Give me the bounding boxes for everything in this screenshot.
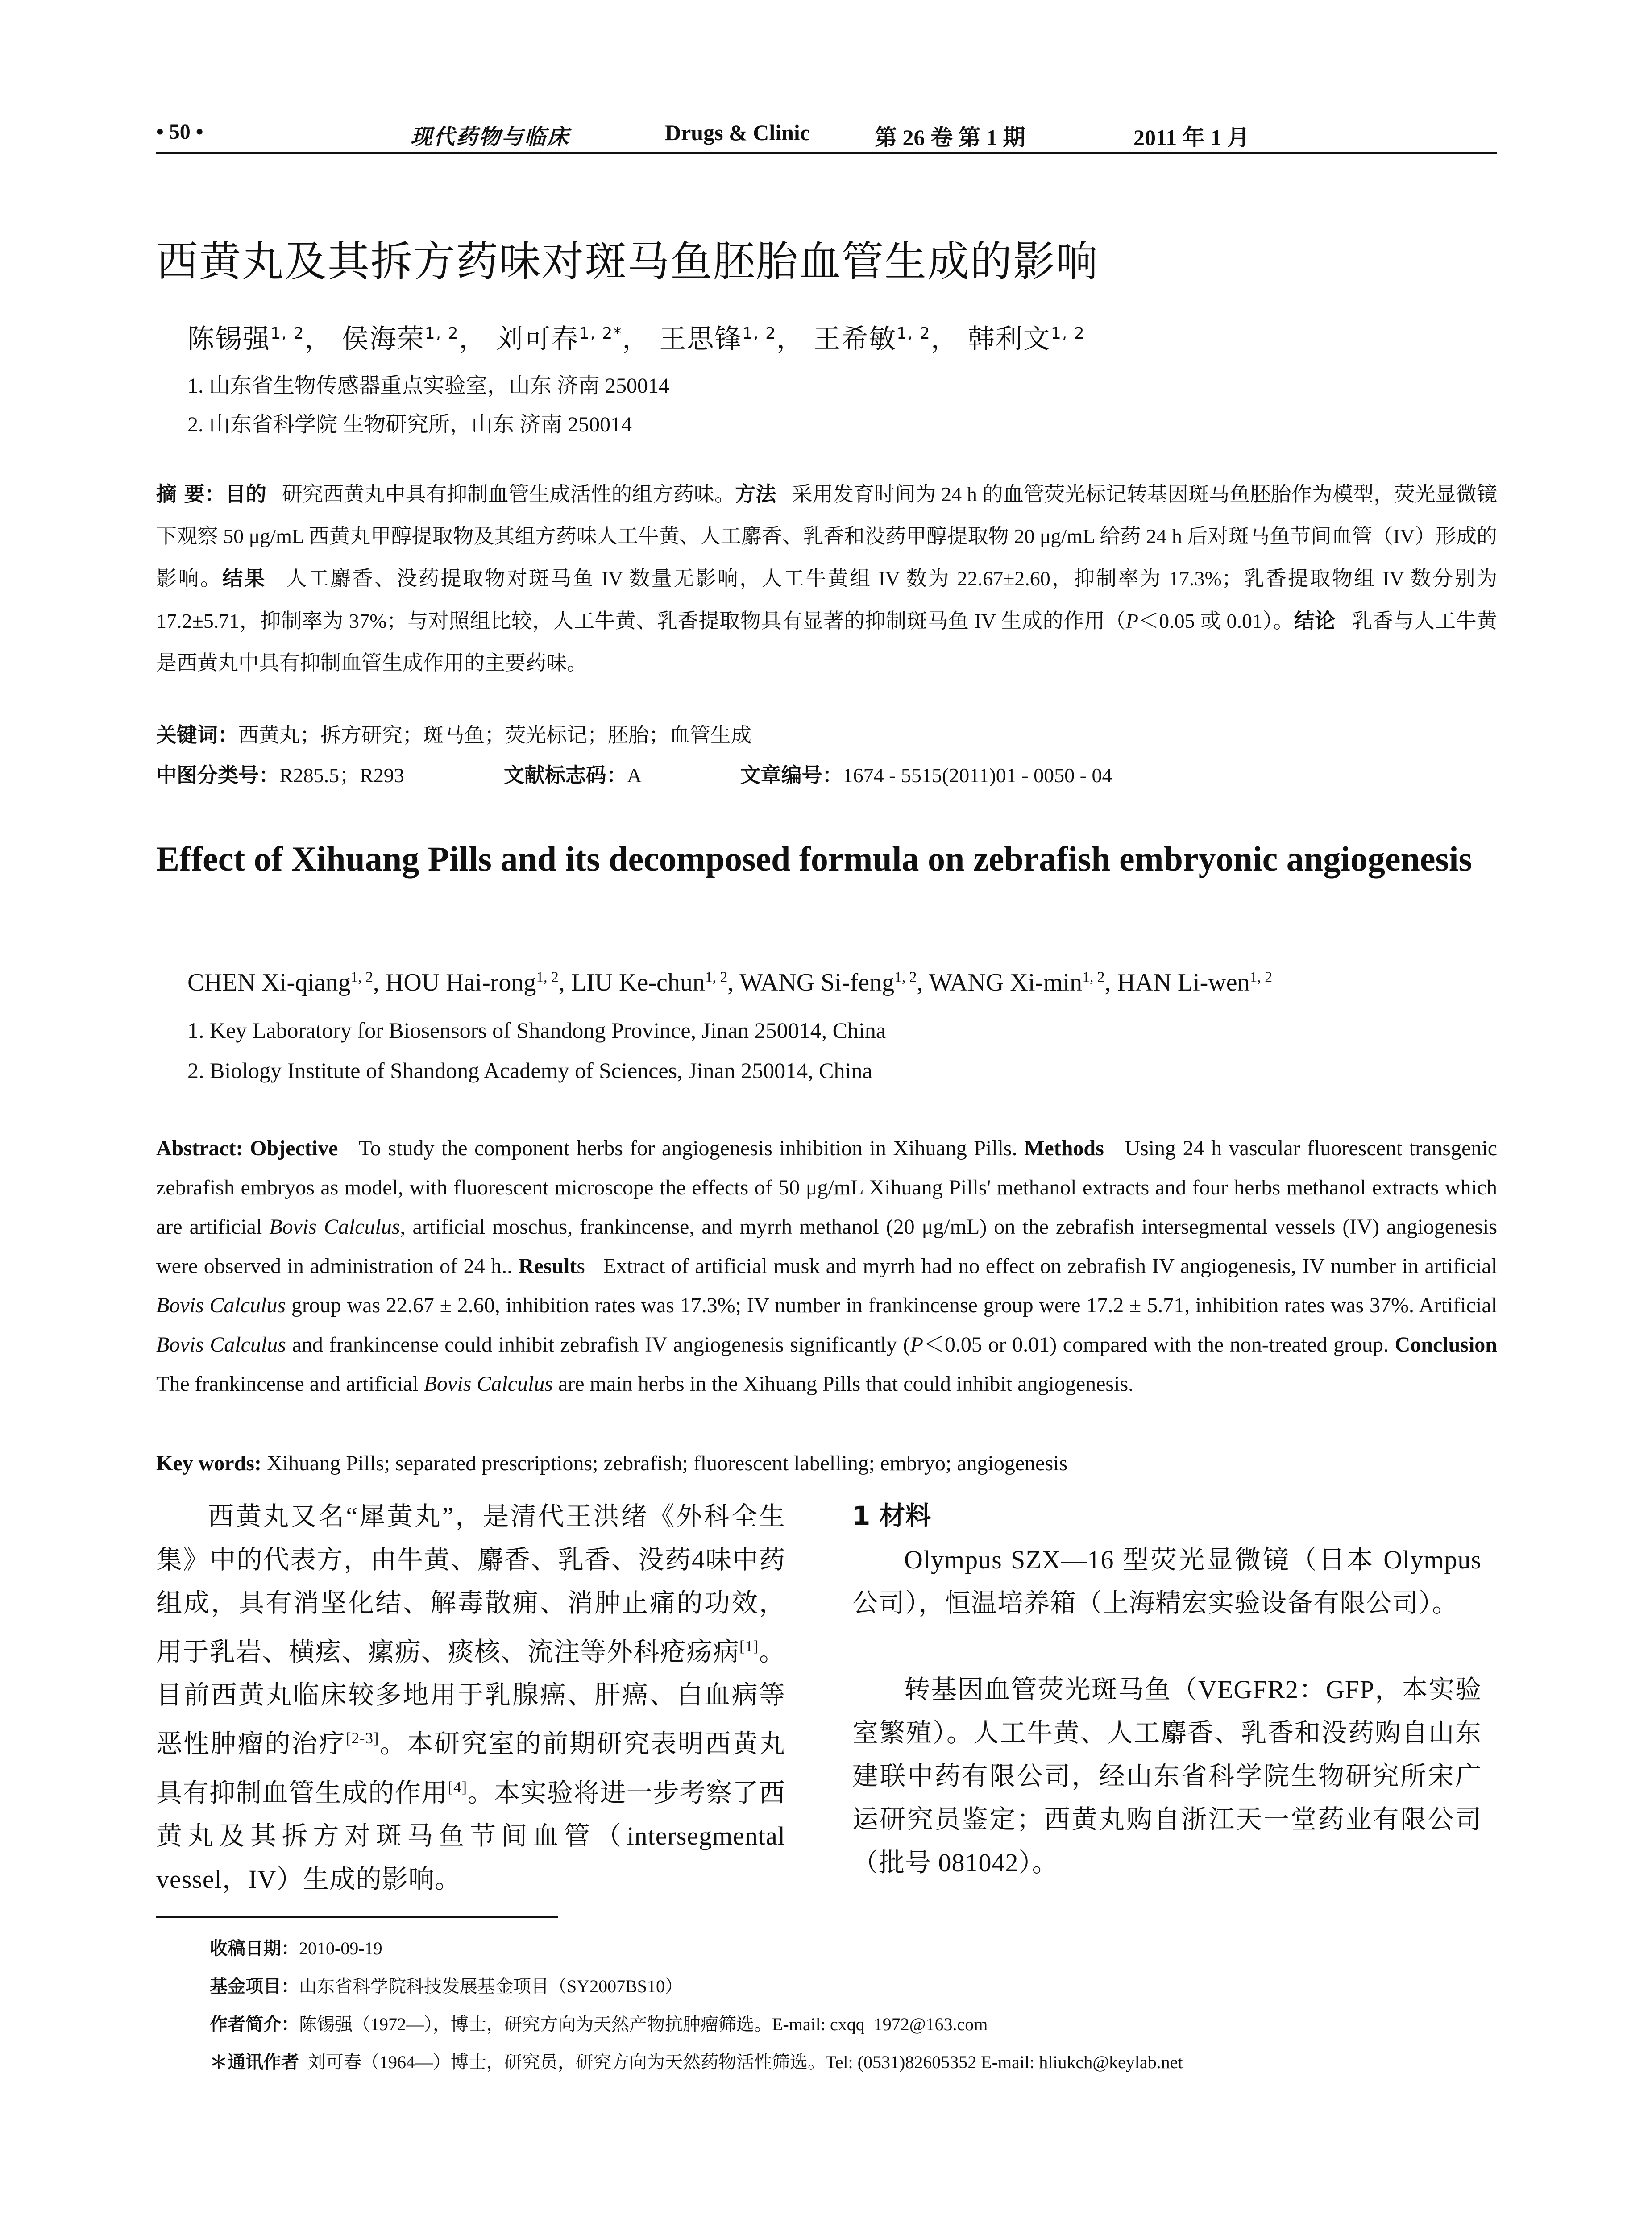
- article-title-cn: 西黄丸及其拆方药味对斑马鱼胚胎血管生成的影响: [156, 237, 1099, 286]
- footnote-divider: [156, 1916, 558, 1918]
- footnote-corresponding: [210, 2048, 1183, 2073]
- doc-code-label: 文献标志码：: [503, 763, 627, 787]
- author-affil-sup: 1, 2: [536, 969, 559, 986]
- abstract-cn: [156, 473, 1497, 684]
- author-list-en: [187, 968, 1272, 997]
- citation: [1]: [739, 1638, 759, 1655]
- keywords-text: 西黄丸；拆方研究；斑马鱼；荧光标记；胚胎；血管生成: [238, 724, 751, 746]
- keywords-text: Xihuang Pills; separated prescriptions; zebrafish; fluorescent labelling; embryo; angiogenesis: [266, 1451, 1068, 1475]
- footnote-text: 山东省科学院科技发展基金项目（SY2007BS10）: [299, 1976, 683, 1996]
- journal-name-en: Drugs & Clinic: [665, 120, 810, 145]
- classification-line: [156, 754, 1497, 796]
- bovis-calculus-term: Bovis Calculus: [156, 1333, 286, 1356]
- author-affil-sup: 1, 2*: [579, 324, 623, 343]
- author-affil-sup: 1, 2: [424, 324, 459, 343]
- issue-date: 2011 年 1 月: [1133, 125, 1249, 150]
- results-label: 结果: [222, 566, 266, 590]
- author-name: 刘可春: [496, 323, 579, 355]
- author-affil-sup: 1, 2: [350, 969, 373, 986]
- methods-text: , artificial moschus, frankincense, and myrrh methanol (20 μg/mL) on the zebrafish intersegmental vessels (IV) angiogenesis were observed in administration of 24 h..: [156, 1215, 1498, 1278]
- footnote-label: 基金项目：: [210, 1976, 299, 1997]
- affiliation-cn-2: 2. 山东省科学院 生物研究所，山东 济南 250014: [187, 413, 632, 436]
- author-separator: ,: [1104, 969, 1117, 996]
- methods-label: Methods: [1024, 1136, 1104, 1160]
- footnote-text: 刘可春（1964—）博士，研究员，研究方向为天然药物活性筛选。Tel: (0531)82605352 E-mail: hliukch@keylab.net: [308, 2052, 1183, 2072]
- author-affil-sup: 1, 2: [270, 324, 305, 343]
- header-divider: [156, 152, 1497, 154]
- author-separator: ,: [727, 969, 740, 996]
- author-affil-sup: 1, 2: [1050, 324, 1085, 343]
- author-name: 王思锋: [659, 323, 743, 355]
- abstract-label: 摘 要：: [156, 482, 225, 506]
- footnote-text: 陈锡强（1972—），博士，研究方向为天然产物抗肿瘤筛选。E-mail: cxqq_1972@163.com: [299, 2014, 988, 2034]
- intro-text: 。本研究室的前期研究表明西黄丸具有抑制血管生成的作用: [156, 1729, 785, 1807]
- article-title-en: Effect of Xihuang Pills and its decomposed formula on zebrafish embryonic angiogenesis: [156, 839, 1472, 878]
- materials-paragraph-1: Olympus SZX—16 型荧光显微镜（日本 Olympus 公司），恒温培养箱（上海精宏实验设备有限公司）。: [852, 1545, 1482, 1617]
- methods-label: 方法: [735, 482, 776, 506]
- intro-text: 西黄丸又名“犀黄丸”，是清代王洪绪《外科全生集》中的代表方，由牛黄、麝香、乳香、没药4味中药组成，具有消坚化结、解毒散痈、消肿止痛的功效，用于乳岩、横痃、瘰疬、痰核、流注等外科疮疡病: [156, 1502, 785, 1667]
- author-separator: ，: [776, 323, 805, 355]
- results-label-suffix: s: [577, 1254, 585, 1278]
- intro-text: 。本实验将进一步考察了西黄丸及其拆方对斑马鱼节间血管（intersegmental vessel，IV）生成的影响。: [156, 1778, 785, 1894]
- clc-value: R285.5；R293: [279, 764, 404, 787]
- bovis-calculus-term: Bovis Calculus: [423, 1372, 553, 1396]
- keywords-en: [156, 1444, 1497, 1483]
- p-value-symbol: P: [910, 1333, 923, 1356]
- author-affil-sup: 1, 2: [894, 969, 917, 986]
- results-text: Extract of artificial musk and myrrh had no effect on zebrafish IV angiogenesis, IV number in artificial: [603, 1254, 1498, 1278]
- footnote-received: [210, 1934, 382, 1960]
- keywords-label: Key words:: [156, 1451, 261, 1475]
- footnote-author: [210, 2010, 988, 2036]
- author-name: 侯海荣: [341, 323, 425, 355]
- footnote-label: 作者简介：: [210, 2014, 299, 2035]
- author-name: 韩利文: [967, 323, 1051, 355]
- author-name: LIU Ke-chun: [571, 969, 705, 996]
- results-text: ＜0.05 或 0.01）。: [1138, 610, 1294, 632]
- affiliation-en-2: 2. Biology Institute of Shandong Academy of Sciences, Jinan 250014, China: [187, 1058, 872, 1083]
- author-affil-sup: 1, 2: [1249, 969, 1272, 986]
- author-separator: ,: [917, 969, 929, 996]
- author-name: HAN Li-wen: [1117, 969, 1250, 996]
- footnote-label: 收稿日期：: [210, 1938, 299, 1959]
- methods-text: 采用发育时间为 24 h 的血管荧光标记转基因斑马鱼胚胎作为模型，荧光显微镜下观察 50 μg/mL 西黄丸甲醇提取物及其组方药味人工牛黄、人工麝香、乳香和没药甲醇提取物 20 μg/mL 给药 24 h 后对斑马鱼节间血管（IV）形成的影响。: [156, 483, 1498, 590]
- conclusion-text: 乳香与人工牛黄是西黄丸中具有抑制血管生成作用的主要药味。: [156, 610, 1498, 674]
- results-text: and frankincense could inhibit zebrafish IV angiogenesis significantly (: [292, 1333, 910, 1356]
- bovis-calculus-term: Bovis Calculus: [156, 1294, 286, 1317]
- p-value-symbol: P: [1126, 610, 1139, 632]
- author-affil-sup: 1, 2: [705, 969, 728, 986]
- conclusion-text: The frankincense and artificial: [156, 1372, 419, 1396]
- volume-issue: 第 26 卷 第 1 期: [875, 125, 1025, 150]
- materials-paragraph-2: 转基因血管荧光斑马鱼（VEGFR2：GFP，本实验室繁殖）。人工牛黄、人工麝香、乳香和没药购自山东建联中药有限公司，经山东省科学院生物研究所宋广运研究员鉴定；西黄丸购自浙江天一堂药业有限公司（批号 081042）。: [852, 1675, 1482, 1877]
- author-separator: ，: [622, 323, 650, 355]
- author-separator: ，: [930, 323, 959, 355]
- footnote-text: 2010-09-19: [299, 1938, 382, 1958]
- author-affil-sup: 1, 2: [897, 324, 931, 343]
- author-name: HOU Hai-rong: [385, 969, 536, 996]
- keywords-label: 关键词：: [156, 723, 238, 747]
- abstract-en: [156, 1129, 1497, 1404]
- keywords-cn: [156, 714, 1497, 756]
- results-text: ＜0.05 or 0.01) compared with the non-treated group.: [923, 1333, 1389, 1356]
- author-separator: ,: [373, 969, 386, 996]
- article-number-label: 文章编号：: [740, 763, 843, 787]
- conclusion-label: Conclusion: [1395, 1333, 1497, 1356]
- abstract-objective-label: Abstract: Objective: [156, 1136, 338, 1160]
- section-heading-materials: 1 材料: [852, 1501, 931, 1531]
- affiliation-cn-1: 1. 山东省生物传感器重点实验室，山东 济南 250014: [187, 374, 670, 398]
- methods-text: Using 24 h vascular fluorescent transgenic zebrafish embryos as model, with fluorescent microscope the effects of 50 μg/mL Xihuang Pills' methanol extracts and four herbs methanol extracts which are artificial: [156, 1136, 1498, 1239]
- intro-paragraph: [156, 1495, 785, 1901]
- author-affil-sup: 1, 2: [742, 324, 777, 343]
- author-name: WANG Si-feng: [739, 969, 895, 996]
- citation: [2-3]: [345, 1729, 379, 1747]
- footnote-fund: [210, 1972, 683, 1998]
- citation: [4]: [448, 1778, 468, 1796]
- author-name: WANG Xi-min: [929, 969, 1083, 996]
- affiliation-en-1: 1. Key Laboratory for Biosensors of Shandong Province, Jinan 250014, China: [187, 1018, 886, 1043]
- author-separator: ，: [304, 323, 332, 355]
- results-text: 人工麝香、没药提取物对斑马鱼 IV 数量无影响，人工牛黄组 IV 数为 22.67±2.60，抑制率为 17.3%；乳香提取物组 IV 数分别为 17.2±5.71，抑制率为 37%；与对照组比较，人工牛黄、乳香提取物具有显著的抑制斑马鱼 IV 生成的作用（: [156, 567, 1498, 632]
- author-separator: ，: [459, 323, 487, 355]
- page-number: • 50 •: [156, 120, 203, 144]
- clc-label: 中图分类号：: [156, 763, 279, 787]
- conclusion-label: 结论: [1294, 609, 1336, 633]
- bovis-calculus-term: Bovis Calculus: [269, 1215, 400, 1239]
- objective-label: 目的: [225, 482, 266, 506]
- article-number-value: 1674 - 5515(2011)01 - 0050 - 04: [843, 764, 1112, 787]
- objective-text: 研究西黄丸中具有抑制血管生成活性的组方药味。: [282, 483, 735, 506]
- author-list-cn: [187, 318, 1085, 356]
- doc-code-value: A: [627, 764, 641, 787]
- author-name: 王希敏: [814, 323, 897, 355]
- conclusion-text: are main herbs in the Xihuang Pills that could inhibit angiogenesis.: [558, 1372, 1134, 1396]
- author-affil-sup: 1, 2: [1082, 969, 1105, 986]
- author-separator: ,: [558, 969, 571, 996]
- footnote-label: ＊通讯作者: [210, 2052, 299, 2073]
- results-label: Result: [518, 1254, 577, 1278]
- author-name: 陈锡强: [187, 323, 270, 355]
- author-name: CHEN Xi-qiang: [187, 969, 351, 996]
- objective-text: To study the component herbs for angiogenesis inhibition in Xihuang Pills.: [358, 1136, 1017, 1160]
- results-text: group was 22.67 ± 2.60, inhibition rates was 17.3%; IV number in frankincense group were 17.2 ± 5.71, inhibition rates was 37%. Artificial: [291, 1294, 1498, 1317]
- journal-name-cn: 现代药物与临床: [411, 124, 570, 149]
- intro-text: 。目前西黄丸临床较多地用于乳腺癌、肝癌、白血病等恶性肿瘤的治疗: [156, 1637, 785, 1758]
